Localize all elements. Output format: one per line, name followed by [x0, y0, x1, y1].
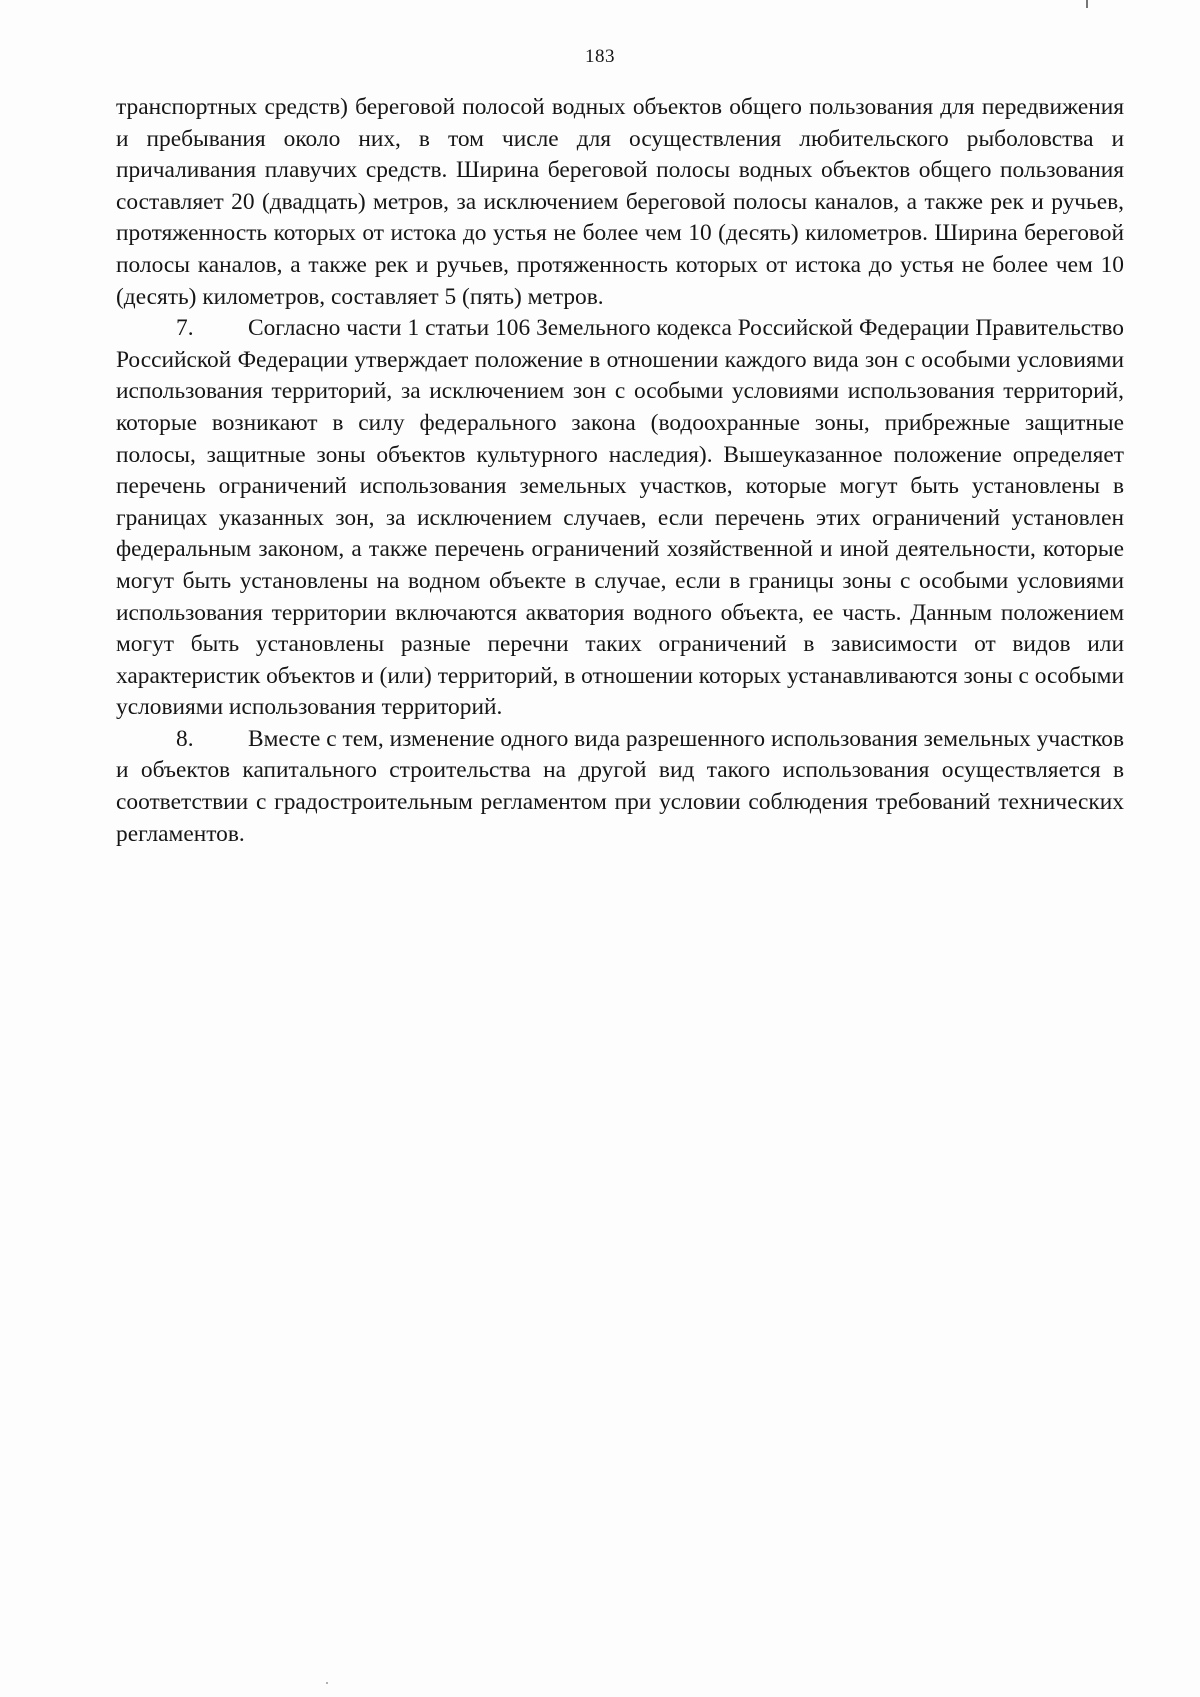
page-number: 183: [585, 46, 615, 67]
paragraph-number: 8.: [176, 725, 194, 752]
scan-mark: [1086, 0, 1088, 8]
document-body: [116, 92, 1124, 850]
paragraph-8: [116, 724, 1124, 850]
paragraph-continuation: [116, 92, 1124, 313]
paragraph-text: транспортных средств) береговой полосой водных объектов общего пользования для передвижения и пребывания около них, в том числе для осуществления любительского рыболовства и причаливания плавучих средств. Ширина береговой полосы водных объектов общего пользования составляет 20 (двадцать) метров, за исключением береговой полосы каналов, а также рек и ручьев, протяженность которых от истока до устья не более чем 10 (десять) километров. Ширина береговой полосы каналов, а также рек и ручьев, протяженность которых от истока до устья не более чем 10 (десять) километров, составляет 5 (пять) метров.: [116, 94, 1124, 310]
scan-speck: [326, 1682, 328, 1684]
paragraph-text: Вместе с тем, изменение одного вида разрешенного использования земельных участков и объектов капитального строительства на другой вид такого использования осуществляется в соответствии с градостроительным регламентом при условии соблюдения требований технических регламентов.: [116, 725, 1124, 847]
paragraph-7: [116, 313, 1124, 724]
paragraph-number: 7.: [176, 315, 194, 342]
paragraph-text: Согласно части 1 статьи 106 Земельного кодекса Российской Федерации Правительство Российской Федерации утверждает положение в отношении каждого вида зон с особыми условиями использования территорий, за исключением зон с особыми условиями использования территорий, которые возникают в силу федерального закона (водоохранные зоны, прибрежные защитные полосы, защитные зоны объектов культурного наследия). Вышеуказанное положение определяет перечень ограничений использования земельных участков, которые могут быть установлены в границах указанных зон, за исключением случаев, если перечень этих ограничений установлен федеральным законом, а также перечень ограничений хозяйственной и иной деятельности, которые могут быть установлены на водном объекте в случае, если в границы зоны с особыми условиями использования территории включаются акватория водного объекта, ее часть. Данным положением могут быть установлены разные перечни таких ограничений в зависимости от видов или характеристик объектов и (или) территорий, в отношении которых устанавливаются зоны с особыми условиями использования территорий.: [116, 315, 1124, 721]
